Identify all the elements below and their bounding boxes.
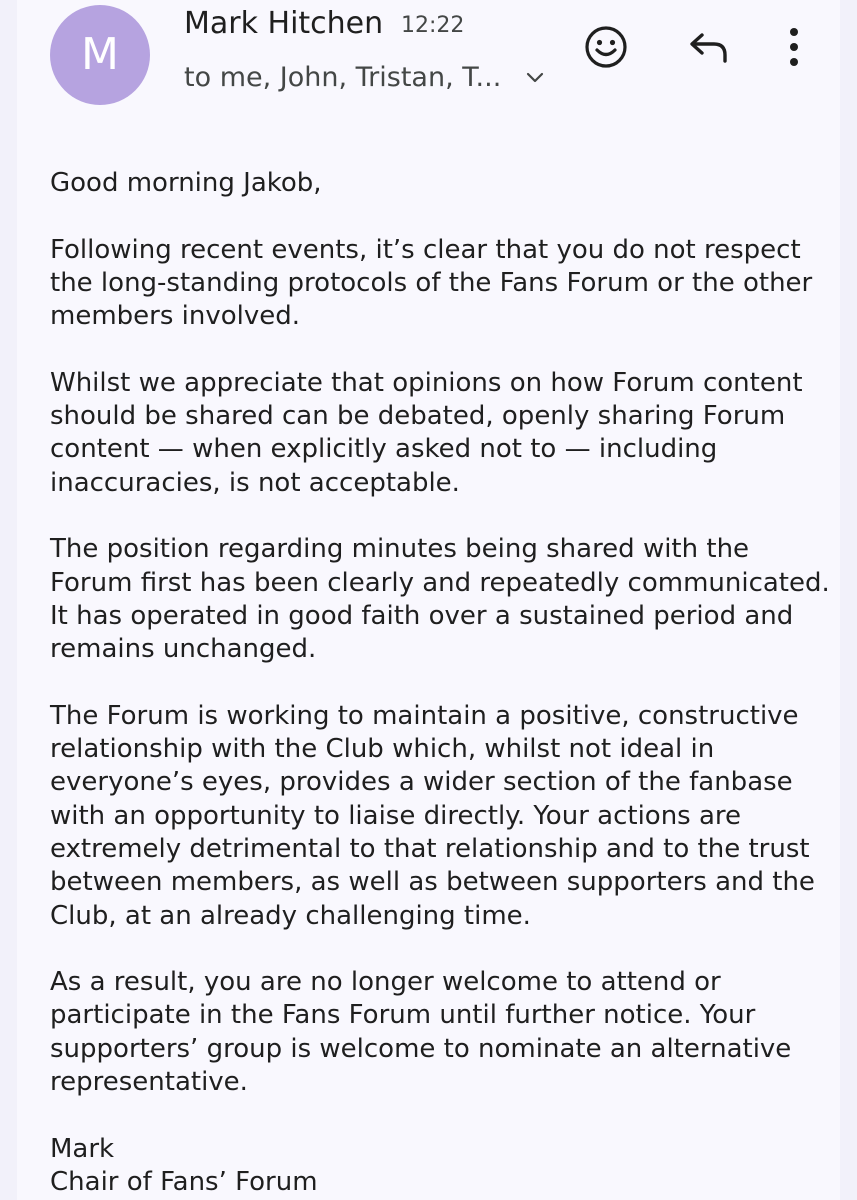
body-paragraph: Whilst we appreciate that opinions on how Forum content should be shared can be debated, openly sharing Forum content — when explicitly asked not to — including inaccuracies, is not acceptable. [50,367,803,498]
signature-title: Chair of Fans’ Forum [50,1166,318,1197]
greeting: Good morning Jakob, [50,168,322,198]
sender-name: Mark Hitchen [184,6,384,41]
avatar[interactable]: M [50,5,150,105]
recipients-toggle[interactable] [184,62,547,93]
body-paragraph: The Forum is working to maintain a positive, constructive relationship with the Club which, whilst not ideal in everyone’s eyes, provides a wider section of the fanbase with an opportunity to liaise directly. Your actions are extremely detrimental to that relationship and to the trust between members, as well as between supporters and the Club, at an already challenging time. [50,700,815,931]
signature-name: Mark [50,1133,115,1164]
signature [50,1133,830,1200]
reply-icon[interactable] [684,24,730,70]
recipients-text: to me, John, Tristan, T... [184,62,502,93]
body-paragraph: As a result, you are no longer welcome to attend or participate in the Fans Forum until further notice. Your supporters’ group is welcome to nominate an alternative representative. [50,967,792,1098]
body-paragraph: Following recent events, it’s clear that you do not respect the long-standing protocols of the Fans Forum or the other members involved. [50,234,813,332]
chevron-down-icon[interactable] [523,66,547,90]
email-time: 12:22 [401,13,465,38]
emoji-reaction-icon[interactable] [583,24,629,70]
email-body [50,167,830,1199]
email-header [0,0,857,120]
more-vert-icon[interactable] [771,24,817,70]
body-paragraph: The position regarding minutes being shared with the Forum first has been clearly and repeatedly communicated. It has operated in good faith over a sustained period and remains unchanged. [50,534,830,665]
